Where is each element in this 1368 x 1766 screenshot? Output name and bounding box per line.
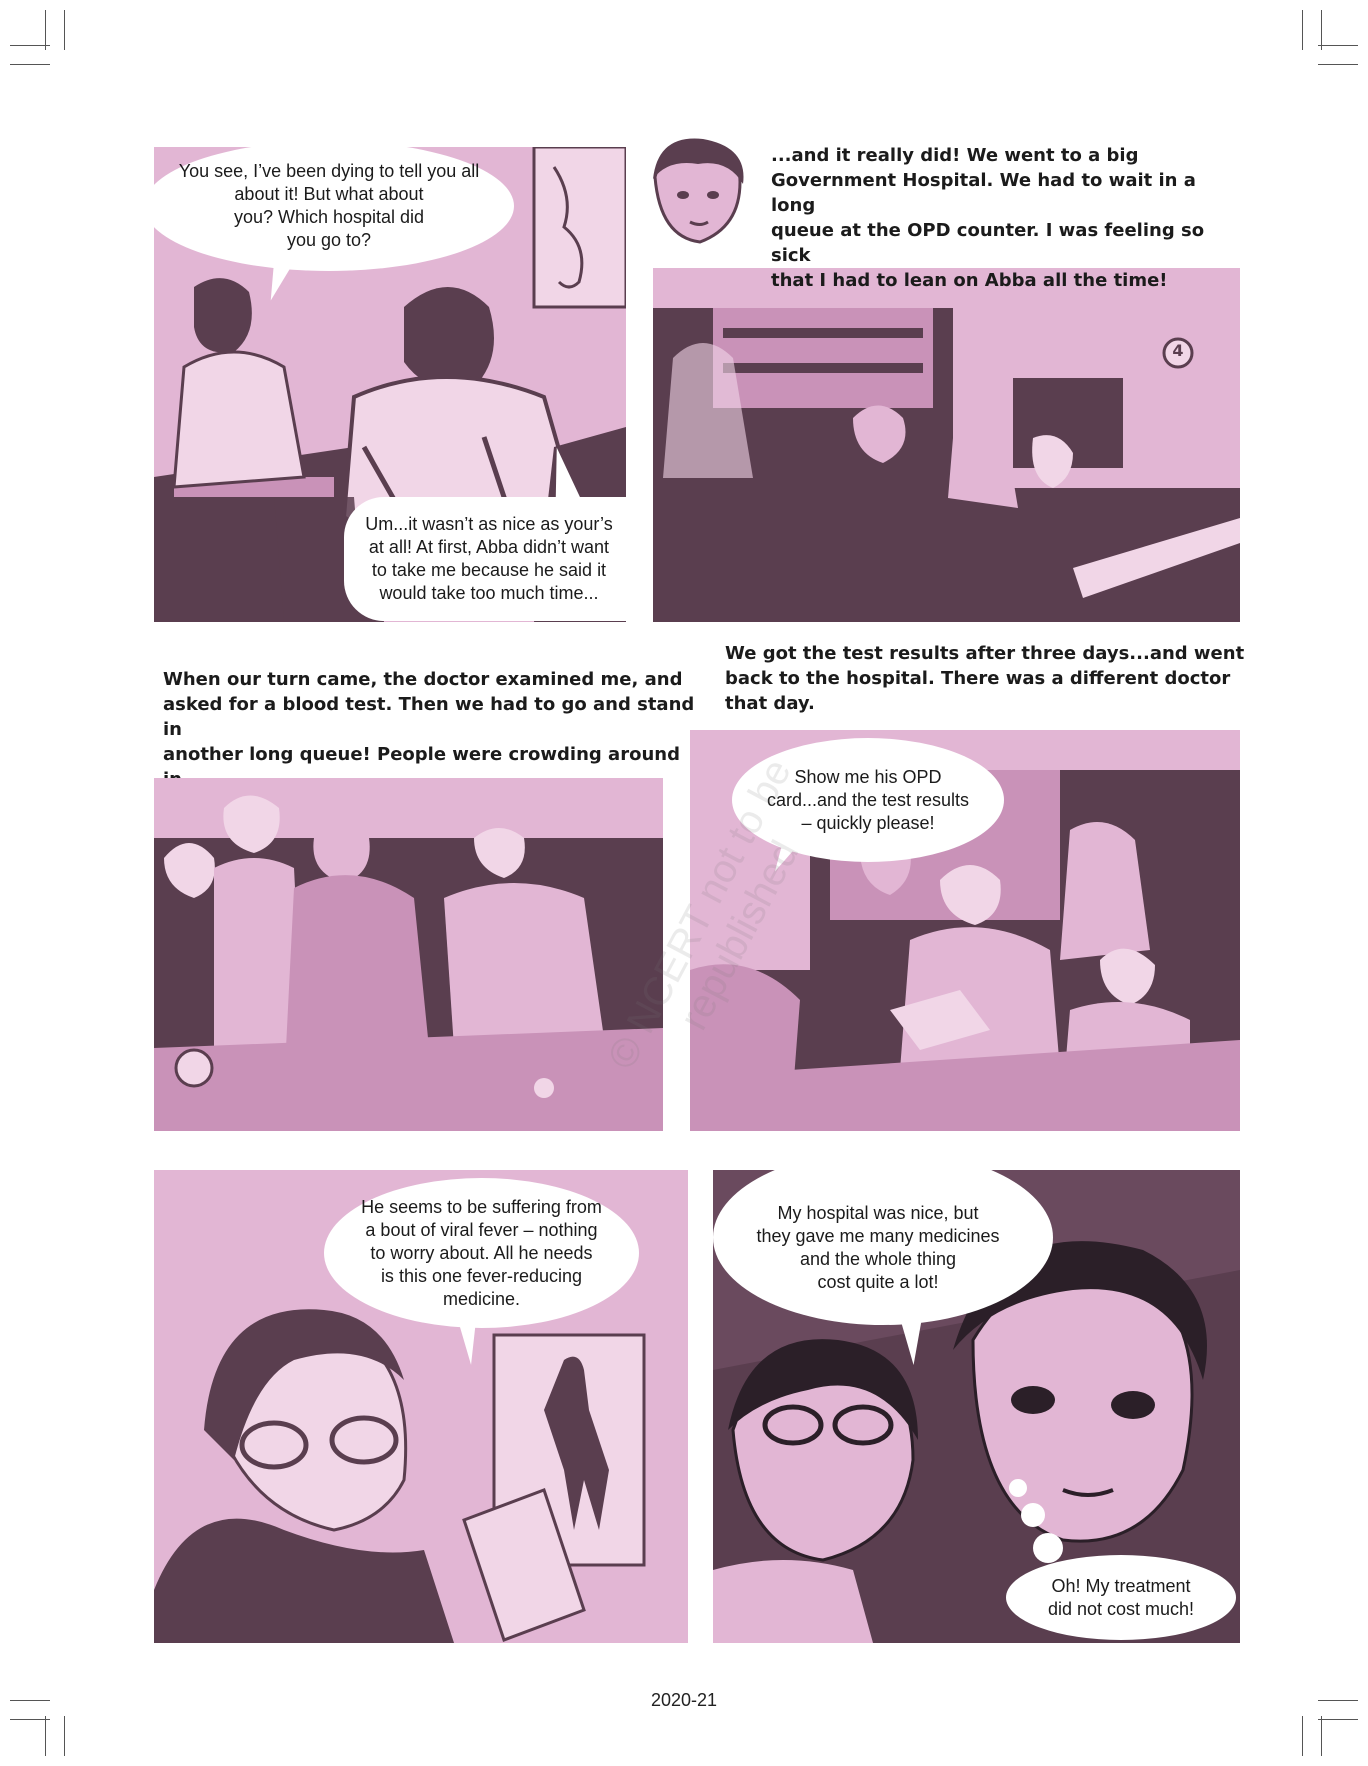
crop-mark-top-left-h [10,64,50,65]
panel-opd-results [690,730,1240,1131]
caption-our-turn-came: When our turn came, the doctor examined me, and asked for a blood test. Then we had to go and stand in another long queue! People were crowding around [163,669,695,765]
crop-mark-bottom-right-v2 [1321,1716,1322,1756]
panel-friends [713,1170,1240,1643]
speech-bubble-not-as-nice: Um...it wasn’t as nice as your’s at all! At first, Abba didn’t want to take me because he said it would take too much time... [344,497,626,621]
panel-testing-room [154,778,663,1131]
crop-mark-bottom-left-v2 [45,1716,46,1756]
panel-doctor [154,1170,688,1643]
sign-number-4: 4 [1172,341,1184,360]
speech-bubble-dying-to-tell: You see, I’ve been dying to tell you all about it! But what about you? Which hospital did you go to? [154,147,514,271]
speech-bubble-my-hospital-was-nice: My hospital was nice, but they gave me many medicines and the whole thing cost quite a lot! [713,1170,1053,1325]
caption-test-results: We got the test results after three days...and went back to the hospital. There was a different doctor that day. [725,643,1245,714]
crop-mark-bottom-right-h2 [1318,1719,1358,1720]
watermark: NCERT [618,899,722,1041]
crop-mark-top-left-v2 [45,10,46,50]
panel-classroom [154,147,626,622]
panel-queue [653,268,1240,622]
crop-mark-top-right-v2 [1321,10,1322,50]
speech-bubble-viral-fever: He seems to be suffering from a bout of viral fever – nothing to worry about. All he needs is this one fever-reducing medicine. [324,1178,639,1328]
caption-it-really-did: ...and it really did! We went to a big Government Hospital. We had to wait in a long queue at the OPD counter. I was feeling so sick that I had to lean on Abba all the time! [771,145,1205,291]
queue-illustration [653,268,1240,622]
crop-mark-bottom-left-v [64,1716,65,1756]
crop-mark-bottom-right-v [1302,1716,1303,1756]
speech-bubble-show-opd-card: Show me his OPD card...and the test results – quickly please! [732,738,1004,862]
crop-mark-bottom-left-h2 [10,1719,50,1720]
thought-bubble-did-not-cost-much: Oh! My treatment did not cost much! [1006,1555,1236,1640]
footer-year: 2020-21 [650,1690,718,1710]
crop-mark-top-left-v [64,10,65,50]
boy-head-portrait [645,137,745,247]
crop-mark-top-right-h [1318,64,1358,65]
testing-room-illustration [154,778,663,1131]
crop-mark-top-right-h2 [1318,45,1358,46]
crop-mark-top-left-h2 [10,45,50,46]
crop-mark-top-right-v [1302,10,1303,50]
